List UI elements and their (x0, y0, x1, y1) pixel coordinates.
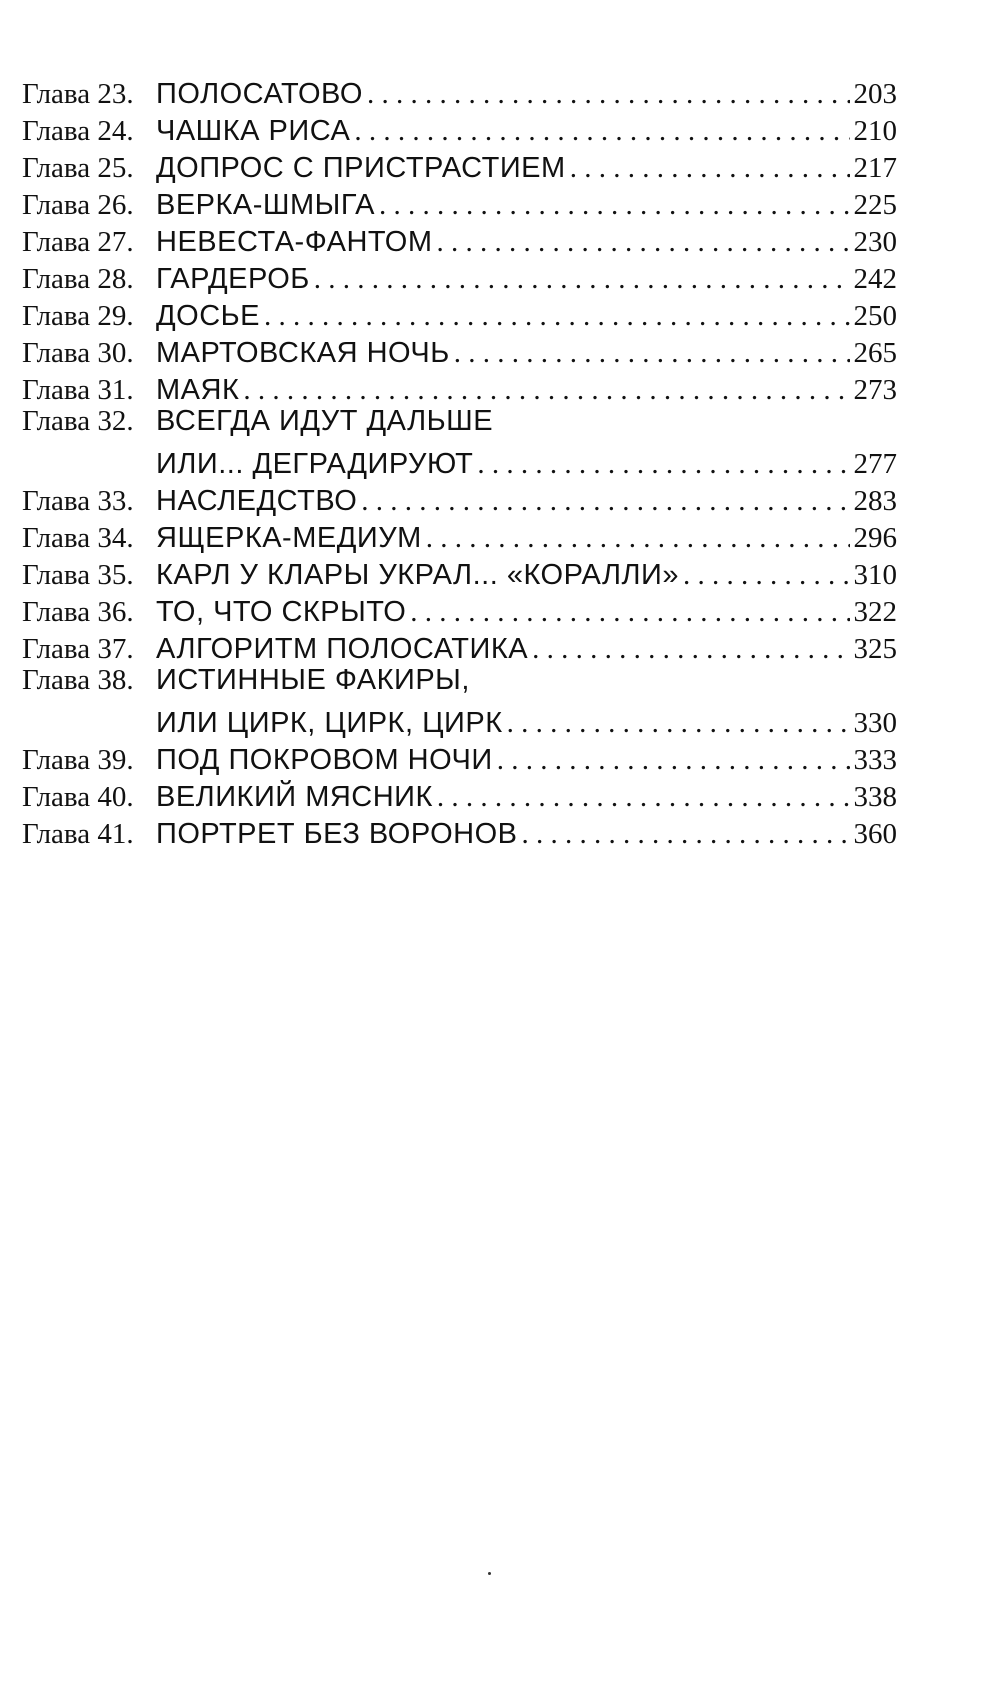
chapter-title: ПОД ПОКРОВОМ НОЧИ (156, 744, 493, 776)
chapter-title: ЯЩЕРКА-МЕДИУМ (156, 522, 422, 554)
toc-entry (22, 588, 897, 628)
chapter-title: КАРЛ У КЛАРЫ УКРАЛ... «КОРАЛЛИ» (156, 559, 679, 591)
toc-entry (22, 70, 897, 110)
page-number: 338 (853, 781, 897, 813)
page-number: 322 (853, 596, 897, 628)
chapter-title: ВЕЛИКИЙ МЯСНИК (156, 781, 433, 813)
chapter-number: Глава 40. (22, 781, 134, 813)
toc-entry-continuation (22, 440, 897, 480)
toc-entry (22, 810, 897, 850)
chapter-title: ДОПРОС С ПРИСТРАСТИЕМ (156, 152, 566, 184)
toc-entry (22, 107, 897, 147)
toc-entry (22, 736, 897, 776)
toc-entry (22, 551, 897, 591)
dot-leader (477, 446, 849, 483)
page-number: 242 (853, 263, 897, 295)
chapter-title: ПОЛОСАТОВО (156, 78, 363, 110)
dot-leader (410, 594, 849, 631)
dot-leader (367, 76, 850, 113)
chapter-title-continuation: ИЛИ... ДЕГРАДИРУЮТ (156, 448, 474, 480)
dot-leader (507, 705, 850, 742)
chapter-number: Глава 35. (22, 559, 134, 591)
chapter-number: Глава 27. (22, 226, 134, 258)
chapter-number: Глава 29. (22, 300, 134, 332)
page-number: 217 (853, 152, 897, 184)
chapter-number: Глава 25. (22, 152, 134, 184)
dot-leader (379, 187, 850, 224)
chapter-title: МАРТОВСКАЯ НОЧЬ (156, 337, 450, 369)
page-number: 225 (853, 189, 897, 221)
chapter-title: ГАРДЕРОБ (156, 263, 310, 295)
page-number: 310 (853, 559, 897, 591)
chapter-title-continuation: ИЛИ ЦИРК, ЦИРК, ЦИРК (156, 707, 503, 739)
dot-leader (570, 150, 850, 187)
chapter-title: ИСТИННЫЕ ФАКИРЫ, (156, 664, 470, 696)
toc-entry (22, 366, 897, 406)
toc-entry (22, 255, 897, 295)
dot-leader (437, 224, 850, 261)
toc-entry (22, 181, 897, 221)
page-number: 230 (853, 226, 897, 258)
page-mark-dot (488, 1572, 491, 1575)
dot-leader (497, 742, 850, 779)
page-number: 250 (853, 300, 897, 332)
dot-leader (314, 261, 850, 298)
chapter-title: НЕВЕСТА-ФАНТОМ (156, 226, 433, 258)
chapter-number: Глава 37. (22, 633, 134, 665)
toc-entry (22, 329, 897, 369)
table-of-contents (22, 70, 897, 850)
toc-entry (22, 218, 897, 258)
chapter-number: Глава 23. (22, 78, 134, 110)
chapter-number: Глава 26. (22, 189, 134, 221)
chapter-number: Глава 24. (22, 115, 134, 147)
toc-entry (22, 773, 897, 813)
chapter-title: ЧАШКА РИСА (156, 115, 351, 147)
dot-leader (532, 631, 849, 668)
dot-leader (354, 113, 849, 150)
page-number: 265 (853, 337, 897, 369)
toc-entry (22, 625, 897, 665)
dot-leader (521, 816, 849, 853)
chapter-title: ВСЕГДА ИДУТ ДАЛЬШЕ (156, 405, 494, 437)
page-number: 333 (853, 744, 897, 776)
page-number: 203 (853, 78, 897, 110)
page-number: 277 (853, 448, 897, 480)
dot-leader (361, 483, 849, 520)
toc-entry (22, 144, 897, 184)
toc-entry (22, 514, 897, 554)
chapter-title: МАЯК (156, 374, 240, 406)
chapter-number: Глава 31. (22, 374, 134, 406)
page-number: 325 (853, 633, 897, 665)
page-number: 360 (853, 818, 897, 850)
chapter-number: Глава 41. (22, 818, 134, 850)
toc-entry-continuation (22, 699, 897, 739)
chapter-number: Глава 33. (22, 485, 134, 517)
toc-entry (22, 477, 897, 517)
chapter-number: Глава 39. (22, 744, 134, 776)
page-number: 210 (853, 115, 897, 147)
toc-entry (22, 292, 897, 332)
chapter-number: Глава 38. (22, 664, 134, 696)
page-number: 283 (853, 485, 897, 517)
chapter-number: Глава 30. (22, 337, 134, 369)
chapter-number: Глава 36. (22, 596, 134, 628)
chapter-title: ТО, ЧТО СКРЫТО (156, 596, 407, 628)
chapter-title: ВЕРКА-ШМЫГА (156, 189, 375, 221)
chapter-title: НАСЛЕДСТВО (156, 485, 358, 517)
dot-leader (454, 335, 850, 372)
dot-leader (437, 779, 850, 816)
page-number: 330 (853, 707, 897, 739)
dot-leader (426, 520, 850, 557)
dot-leader (683, 557, 850, 594)
chapter-number: Глава 34. (22, 522, 134, 554)
chapter-number: Глава 28. (22, 263, 134, 295)
chapter-title: ДОСЬЕ (156, 300, 261, 332)
chapter-title: АЛГОРИТМ ПОЛОСАТИКА (156, 633, 529, 665)
page-number: 296 (853, 522, 897, 554)
dot-leader (264, 298, 849, 335)
chapter-title: ПОРТРЕТ БЕЗ ВОРОНОВ (156, 818, 518, 850)
page-number: 273 (853, 374, 897, 406)
chapter-number: Глава 32. (22, 405, 134, 437)
